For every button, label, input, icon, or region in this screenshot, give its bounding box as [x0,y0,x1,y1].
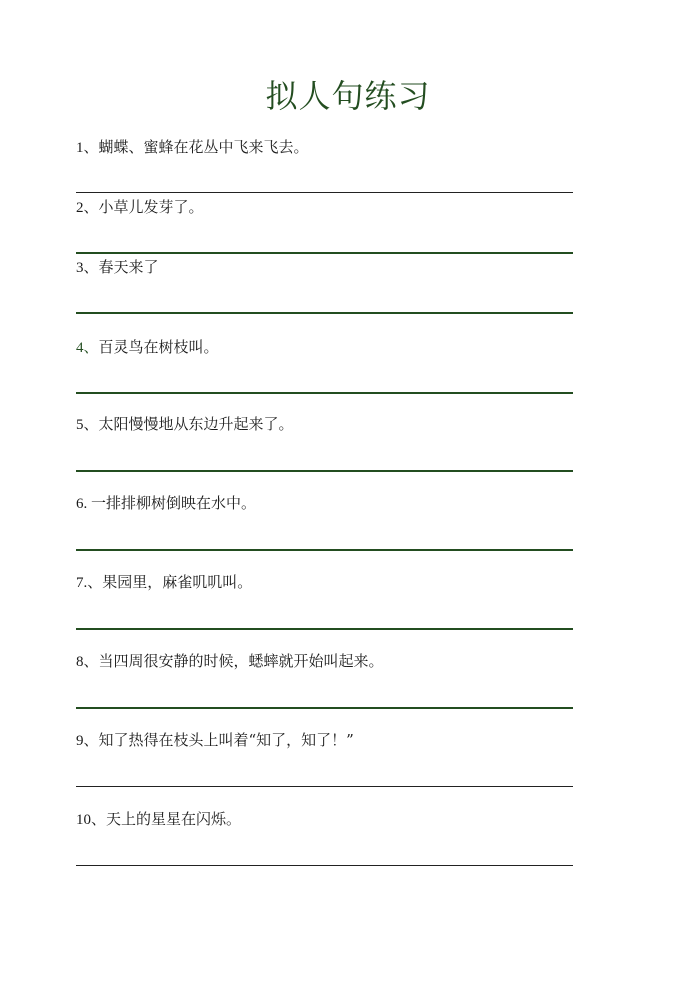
exercise-text: 一排排柳树倒映在水中。 [91,494,257,512]
exercise-sentence [76,197,204,218]
exercise-sentence [76,337,219,358]
answer-line[interactable] [76,470,573,472]
exercise-text: 小草儿发芽了。 [98,198,204,216]
exercise-text: 知了热得在枝头上叫着“知了，知了！” [98,731,354,749]
exercise-sentence [76,137,309,158]
exercise-text: 天上的星星在闪烁。 [106,810,242,828]
exercise-text: 百灵鸟在树枝叫。 [98,338,219,356]
exercise-sentence [76,414,294,435]
exercise-text: 太阳慢慢地从东边升起来了。 [98,415,294,433]
exercise-number: 10、 [76,812,107,828]
exercise-number: 8、 [76,654,99,670]
answer-line[interactable] [76,628,573,630]
exercise-text: 当四周很安静的时候，蟋蟀就开始叫起来。 [98,652,384,670]
exercise-number: 9、 [76,733,99,749]
exercise-sentence [76,730,354,751]
answer-line[interactable] [76,392,573,394]
exercise-number: 7.、 [76,575,103,591]
exercise-number: 5、 [76,417,99,433]
exercise-number: 3、 [76,260,99,276]
exercise-text: 果园里，麻雀叽叽叫。 [102,573,253,591]
answer-line[interactable] [76,549,573,551]
exercise-number: 6. [76,496,91,512]
exercise-text: 蝴蝶、蜜蜂在花丛中飞来飞去。 [98,138,309,156]
exercise-sentence [76,809,241,830]
exercise-number: 1、 [76,140,99,156]
exercise-number: 4、 [76,340,99,356]
exercise-text: 春天来了 [98,258,159,276]
answer-line[interactable] [76,312,573,314]
page-title: 拟人句练习 [265,77,431,115]
answer-line[interactable] [76,192,573,193]
exercise-sentence [76,493,256,514]
exercise-number: 2、 [76,200,99,216]
answer-line[interactable] [76,865,573,866]
answer-line[interactable] [76,786,573,787]
exercise-sentence [76,651,384,672]
exercise-sentence [76,572,252,593]
exercise-sentence [76,257,159,278]
answer-line[interactable] [76,707,573,709]
answer-line[interactable] [76,252,573,254]
